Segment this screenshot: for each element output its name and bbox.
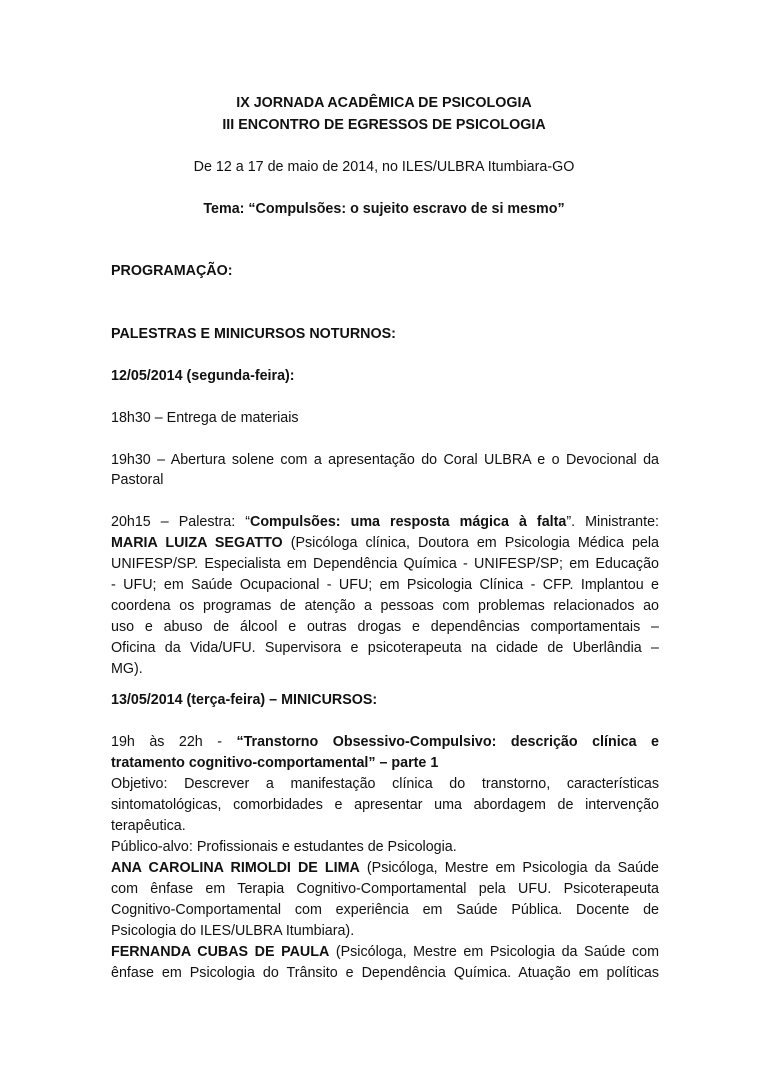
course-line-1: 19h às 22h - “Transtorno Obsessivo-Compulsivo: descrição clínica e xyxy=(111,734,659,750)
program-subheading: PALESTRAS E MINICURSOS NOTURNOS: xyxy=(111,326,396,342)
event-subtitle: III ENCONTRO DE EGRESSOS DE PSICOLOGIA xyxy=(222,117,546,133)
talk-title: Compulsões: uma resposta mágica à falta xyxy=(250,514,567,530)
speaker1-line: ANA CAROLINA RIMOLDI DE LIMA (Psicóloga, Mestre em Psicologia da Saúde xyxy=(111,860,659,876)
talk-line-2: MARIA LUIZA SEGATTO (Psicóloga clínica, Doutora em Psicologia Médica pela xyxy=(111,535,659,551)
day2-date: 13/05/2014 (terça-feira) – MINICURSOS: xyxy=(111,692,378,708)
talk-speaker: MARIA LUIZA SEGATTO xyxy=(111,535,283,551)
talk-bio-line: MG). xyxy=(111,661,143,677)
speaker1-bio: Cognitivo-Comportamental com experiência em Saúde Pública. Docente de xyxy=(111,902,659,918)
course-objective: Objetivo: Descrever a manifestação clínica do transtorno, características xyxy=(111,776,659,792)
event-theme: Tema: “Compulsões: o sujeito escravo de si mesmo” xyxy=(203,201,565,217)
speaker2-bio: ênfase em Psicologia do Trânsito e Dependência Química. Atuação em políticas xyxy=(111,965,659,981)
day1-date: 12/05/2014 (segunda-feira): xyxy=(111,368,295,384)
speaker1-name: ANA CAROLINA RIMOLDI DE LIMA xyxy=(111,860,360,876)
speaker1-bio: com ênfase em Terapia Cognitivo-Comportamental pela UFU. Psicoterapeuta xyxy=(111,881,659,897)
talk-bio-line: coordena os programas de atenção a pessoas com problemas relacionados ao xyxy=(111,598,659,614)
talk-bio-line: Oficina da Vida/UFU. Supervisora e psicoterapeuta na cidade de Uberlândia – xyxy=(111,640,659,656)
course-audience: Público-alvo: Profissionais e estudantes de Psicologia. xyxy=(111,839,457,855)
event-title: IX JORNADA ACADÊMICA DE PSICOLOGIA xyxy=(236,95,532,111)
speaker2-line: FERNANDA CUBAS DE PAULA (Psicóloga, Mestre em Psicologia da Saúde com xyxy=(111,944,659,960)
talk-line-1: 20h15 – Palestra: “Compulsões: uma resposta mágica à falta”. Ministrante: xyxy=(111,514,660,530)
speaker1-bio: Psicologia do ILES/ULBRA Itumbiara). xyxy=(111,923,355,939)
talk-bio-line: UNIFESP/SP. Especialista em Dependência Química - UNIFESP/SP; em Educação xyxy=(111,556,659,572)
program-heading: PROGRAMAÇÃO: xyxy=(111,263,233,279)
day1-item-opening-cont: Pastoral xyxy=(111,472,164,488)
talk-bio-line: - UFU; em Saúde Ocupacional - UFU; em Psicologia Clínica - CFP. Implantou e xyxy=(111,577,659,593)
course-objective: sintomatológicas, comorbidades e apresentar uma abordagem de intervenção xyxy=(111,797,659,813)
course-title-cont: tratamento cognitivo-comportamental” – parte 1 xyxy=(111,755,439,771)
day1-item-materials: 18h30 – Entrega de materiais xyxy=(111,410,299,426)
course-objective: terapêutica. xyxy=(111,818,186,834)
talk-bio-line: uso e abuso de álcool e outras drogas e dependências comportamentais – xyxy=(111,619,659,635)
day1-item-opening: 19h30 – Abertura solene com a apresentação do Coral ULBRA e o Devocional da xyxy=(111,452,659,468)
course-title: “Transtorno Obsessivo-Compulsivo: descrição clínica e xyxy=(236,734,659,750)
speaker2-name: FERNANDA CUBAS DE PAULA xyxy=(111,944,330,960)
event-dates: De 12 a 17 de maio de 2014, no ILES/ULBRA Itumbiara-GO xyxy=(193,159,575,175)
